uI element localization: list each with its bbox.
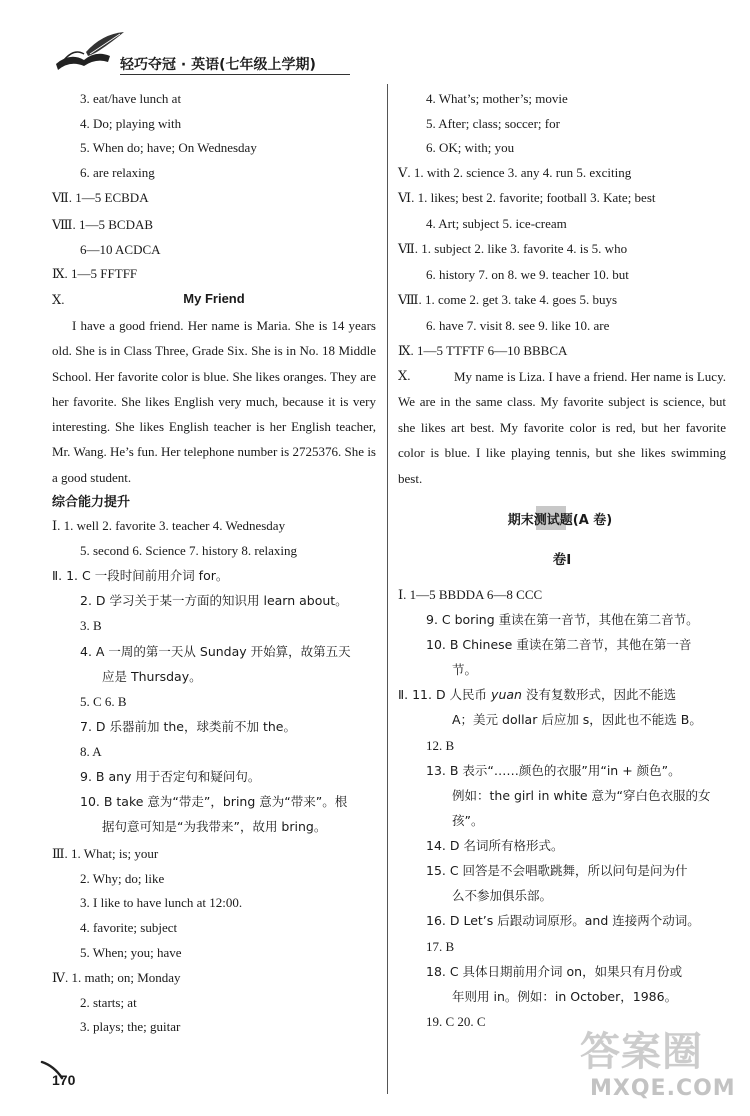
- answer-line: Ⅳ. 1. math; on; Monday: [52, 970, 181, 985]
- answer-line: 17. B: [426, 939, 455, 954]
- answer-prefix: Ⅱ. 11. D 人民币: [398, 687, 488, 702]
- answer-line: 12. B: [426, 738, 455, 753]
- answer-line: 16. D Let’s 后跟动词原形。and 连接两个动词。: [426, 913, 700, 928]
- answer-line: 年则用 in。例如：in October，1986。: [452, 989, 678, 1004]
- answer-line: 7. D 乐器前加 the，球类前不加 the。: [80, 719, 296, 734]
- answer-line: Ⅸ. 1—5 FFTFF: [52, 266, 138, 281]
- answer-line: 3. plays; the; guitar: [80, 1019, 181, 1034]
- answer-line: Ⅵ. 1. likes; best 2. favorite; football 3. Kate; best: [398, 190, 656, 205]
- quill-book-icon: [50, 30, 128, 72]
- answer-line: 4. Art; subject 5. ice-cream: [426, 216, 567, 231]
- answer-line: A；美元 dollar 后应加 s，因此也不能选 B。: [452, 712, 702, 727]
- answer-line: Ⅴ. 1. with 2. science 3. any 4. run 5. exciting: [398, 165, 632, 180]
- essay-paragraph: My name is Liza. I have a friend. Her name is Lucy. We are in the same class. My favorite subject is science, but she likes art best. My favorite color is red, but her favorite color is blue. I like playing tennis, but she likes swimming best.: [398, 369, 726, 486]
- section-label: Ⅹ.: [52, 292, 65, 307]
- answer-explanation: 没有复数形式，因此不能选: [525, 687, 676, 702]
- answer-line: 4. A 一周的第一天从 Sunday 开始算，故第五天: [80, 644, 351, 659]
- answer-line: Ⅰ. 1. well 2. favorite 3. teacher 4. Wednesday: [52, 518, 286, 533]
- answer-line: 6. are relaxing: [80, 165, 155, 180]
- page-number: 170: [52, 1072, 76, 1088]
- answer-line: 5. After; class; soccer; for: [426, 116, 560, 131]
- answer-line: Ⅸ. 1—5 TTFTF 6—10 BBBCA: [398, 343, 568, 358]
- watermark-url: MXQE.COM: [590, 1076, 736, 1101]
- header-title: 轻巧夺冠 · 英语(七年级上学期): [120, 57, 316, 73]
- answer-line: 9. C boring 重读在第一音节，其他在第二音节。: [426, 612, 699, 627]
- section-label: Ⅹ.: [398, 368, 411, 383]
- answer-line: 节。: [452, 662, 478, 677]
- answer-line: 19. C 20. C: [426, 1014, 486, 1029]
- answer-line: 9. B any 用于否定句和疑问句。: [80, 769, 261, 784]
- answer-line: Ⅲ. 1. What; is; your: [52, 846, 159, 861]
- answer-line: 18. C 具体日期前用介词 on，如果只有月份或: [426, 964, 683, 979]
- answer-line: 13. B 表示“……颜色的衣服”用“in + 颜色”。: [426, 763, 681, 778]
- answer-line: Ⅱ. 1. C 一段时间前用介词 for。: [52, 568, 229, 583]
- answer-line: Ⅶ. 1—5 ECBDA: [52, 190, 149, 205]
- exam-title: 期末测试题(A 卷): [507, 513, 613, 528]
- answer-line: 2. starts; at: [80, 995, 137, 1010]
- answer-line: 3. B: [80, 618, 102, 633]
- answer-line: 6. OK; with; you: [426, 140, 515, 155]
- answer-line: 应是 Thursday。: [102, 669, 202, 684]
- answer-line: 4. What’s; mother’s; movie: [426, 91, 568, 106]
- answer-line: 3. I like to have lunch at 12:00.: [80, 895, 243, 910]
- answer-line: Ⅷ. 1—5 BCDAB: [52, 217, 154, 232]
- answer-line: 4. Do; playing with: [80, 116, 182, 131]
- answer-line: 15. C 回答是不会唱歌跳舞，所以问句是问为什: [426, 863, 688, 878]
- essay-paragraph: I have a good friend. Her name is Maria. She is 14 years old. She is in Class Three, Grade Six. She is in No. 18 Middle School. Her favorite color is blue. She likes oranges. They are her favorite. She likes English very much, because it is very interesting. She likes English teacher is her English teacher, Mr. Wang. He’s fun. Her telephone number is 2725376. She is a good student.: [52, 318, 376, 485]
- answer-line: 6. history 7. on 8. we 9. teacher 10. but: [426, 267, 629, 282]
- answer-line: 4. favorite; subject: [80, 920, 178, 935]
- section-heading: 综合能力提升: [52, 495, 131, 510]
- italic-term: yuan: [491, 687, 522, 702]
- answer-line: [398, 686, 676, 706]
- watermark-text: 答案圈: [580, 1029, 703, 1075]
- answer-line: 2. Why; do; like: [80, 871, 165, 886]
- paper-part-title: 卷Ⅰ: [552, 552, 572, 568]
- header-rule: [120, 74, 350, 75]
- answer-line: 5. C 6. B: [80, 694, 127, 709]
- answer-line: Ⅷ. 1. come 2. get 3. take 4. goes 5. buys: [398, 292, 618, 307]
- answer-line: 14. D 名词所有格形式。: [426, 838, 564, 853]
- exam-title-box: [494, 506, 626, 530]
- page-header: [30, 30, 730, 76]
- answer-line: 2. D 学习关于某一方面的知识用 learn about。: [80, 593, 348, 608]
- answer-line: 5. When do; have; On Wednesday: [80, 140, 257, 155]
- answer-line: 10. B take 意为“带走”，bring 意为“带来”。根: [80, 794, 348, 809]
- answer-line: 6—10 ACDCA: [80, 242, 161, 257]
- answer-line: 6. have 7. visit 8. see 9. like 10. are: [426, 318, 610, 333]
- answer-line: 10. B Chinese 重读在第二音节，其他在第一音: [426, 637, 692, 652]
- answer-line: 孩”。: [452, 813, 484, 828]
- answer-line: 例如：the girl in white 意为“穿白色衣服的女: [452, 788, 711, 803]
- answer-line: Ⅶ. 1. subject 2. like 3. favorite 4. is 5. who: [398, 241, 628, 256]
- answer-line: 么不参加俱乐部。: [452, 888, 553, 903]
- column-divider: [387, 84, 388, 1094]
- watermark: [580, 1020, 745, 1110]
- essay-title: My Friend: [183, 291, 245, 306]
- answer-line: Ⅰ. 1—5 BBDDA 6—8 CCC: [398, 587, 543, 602]
- answer-line: 5. When; you; have: [80, 945, 182, 960]
- answer-line: 5. second 6. Science 7. history 8. relaxing: [80, 543, 297, 558]
- answer-line: 据句意可知是“为我带来”，故用 bring。: [102, 819, 327, 834]
- answer-line: 8. A: [80, 744, 102, 759]
- answer-line: 3. eat/have lunch at: [80, 91, 182, 106]
